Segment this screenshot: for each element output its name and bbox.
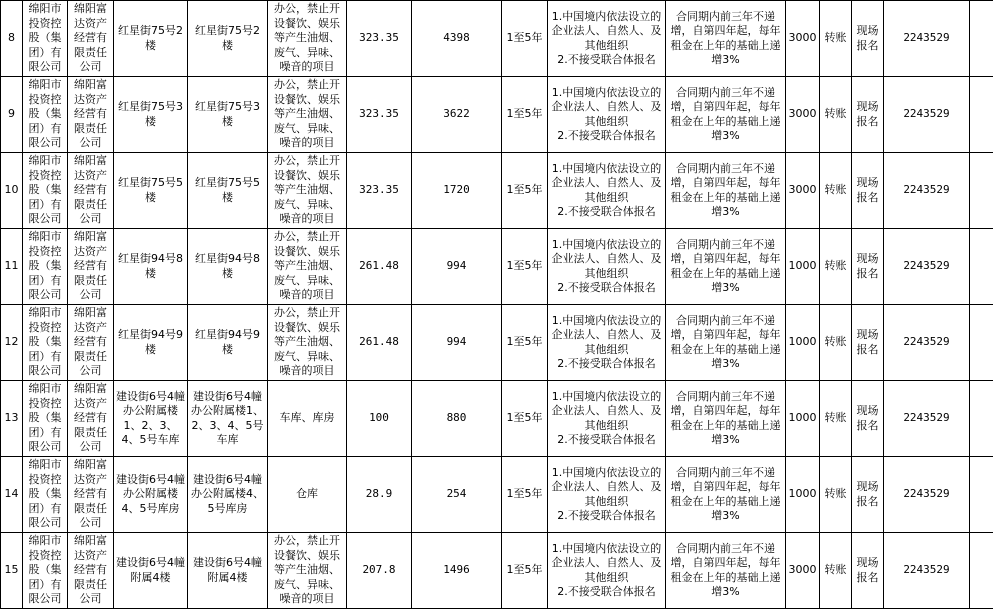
cell-seq[interactable]: 13 — [1, 381, 23, 457]
cell-extra[interactable] — [970, 229, 993, 305]
condition-2: 2.不接受联合体报名 — [557, 205, 656, 218]
cell-asset[interactable]: 红星街75号3楼 — [188, 77, 268, 153]
cell-deposit[interactable]: 3000 — [786, 77, 820, 153]
condition-2: 2.不接受联合体报名 — [557, 281, 656, 294]
cell-seq[interactable]: 12 — [1, 305, 23, 381]
cell-payment[interactable]: 转账 — [820, 457, 852, 533]
cell-rent-terms[interactable]: 合同期内前三年不递增，自第四年起，每年租金在上年的基础上递增3% — [666, 1, 786, 77]
table-row — [1, 229, 993, 305]
cell-deposit[interactable]: 1000 — [786, 381, 820, 457]
cell-method[interactable]: 现场报名 — [852, 305, 884, 381]
condition-2: 2.不接受联合体报名 — [557, 433, 656, 446]
cell-phone[interactable]: 2243529 — [884, 381, 970, 457]
cell-owner[interactable]: 绵阳市投资控股（集团）有限公司 — [23, 1, 68, 77]
condition-1: 1.中国境内依法设立的企业法人、自然人、及其他组织 — [551, 389, 662, 432]
cell-deposit[interactable]: 1000 — [786, 457, 820, 533]
cell-area[interactable]: 323.35 — [347, 1, 412, 77]
condition-1: 1.中国境内依法设立的企业法人、自然人、及其他组织 — [551, 9, 662, 52]
cell-seq[interactable]: 14 — [1, 457, 23, 533]
cell-seq[interactable]: 10 — [1, 153, 23, 229]
cell-address[interactable]: 红星街75号5楼 — [114, 153, 188, 229]
cell-operator[interactable]: 绵阳富达资产经营有限责任公司 — [68, 381, 114, 457]
cell-method[interactable]: 现场报名 — [852, 457, 884, 533]
cell-phone[interactable]: 2243529 — [884, 229, 970, 305]
cell-payment[interactable]: 转账 — [820, 533, 852, 609]
cell-address[interactable]: 红星街94号9楼 — [114, 305, 188, 381]
cell-owner[interactable]: 绵阳市投资控股（集团）有限公司 — [23, 533, 68, 609]
cell-rent-terms[interactable]: 合同期内前三年不递增，自第四年起，每年租金在上年的基础上递增3% — [666, 153, 786, 229]
cell-phone[interactable]: 2243529 — [884, 153, 970, 229]
cell-phone[interactable]: 2243529 — [884, 533, 970, 609]
cell-term[interactable]: 1至5年 — [502, 381, 548, 457]
cell-extra[interactable] — [970, 533, 993, 609]
cell-phone[interactable]: 2243529 — [884, 1, 970, 77]
cell-extra[interactable] — [970, 305, 993, 381]
cell-operator[interactable]: 绵阳富达资产经营有限责任公司 — [68, 153, 114, 229]
cell-term[interactable]: 1至5年 — [502, 305, 548, 381]
cell-price[interactable]: 254 — [412, 457, 502, 533]
condition-2: 2.不接受联合体报名 — [557, 509, 656, 522]
cell-asset[interactable]: 建设街6号4幢办公附属楼1、2、3、4、5号车库 — [188, 381, 268, 457]
cell-area[interactable]: 207.8 — [347, 533, 412, 609]
cell-conditions[interactable] — [548, 1, 666, 77]
cell-price[interactable]: 994 — [412, 229, 502, 305]
cell-operator[interactable]: 绵阳富达资产经营有限责任公司 — [68, 1, 114, 77]
cell-price[interactable]: 1720 — [412, 153, 502, 229]
cell-payment[interactable]: 转账 — [820, 229, 852, 305]
condition-1: 1.中国境内依法设立的企业法人、自然人、及其他组织 — [551, 541, 662, 584]
cell-operator[interactable]: 绵阳富达资产经营有限责任公司 — [68, 457, 114, 533]
condition-1: 1.中国境内依法设立的企业法人、自然人、及其他组织 — [551, 85, 662, 128]
cell-owner[interactable]: 绵阳市投资控股（集团）有限公司 — [23, 77, 68, 153]
table-row — [1, 533, 993, 609]
cell-seq[interactable]: 8 — [1, 1, 23, 77]
cell-payment[interactable]: 转账 — [820, 381, 852, 457]
cell-method[interactable]: 现场报名 — [852, 1, 884, 77]
cell-conditions[interactable] — [548, 229, 666, 305]
cell-deposit[interactable]: 3000 — [786, 153, 820, 229]
cell-term[interactable]: 1至5年 — [502, 77, 548, 153]
cell-operator[interactable]: 绵阳富达资产经营有限责任公司 — [68, 533, 114, 609]
cell-extra[interactable] — [970, 457, 993, 533]
cell-price[interactable]: 880 — [412, 381, 502, 457]
cell-area[interactable]: 323.35 — [347, 153, 412, 229]
cell-term[interactable]: 1至5年 — [502, 229, 548, 305]
cell-asset[interactable]: 红星街94号8楼 — [188, 229, 268, 305]
cell-rent-terms[interactable]: 合同期内前三年不递增，自第四年起，每年租金在上年的基础上递增3% — [666, 533, 786, 609]
cell-asset[interactable]: 红星街75号2楼 — [188, 1, 268, 77]
table-row — [1, 1, 993, 77]
cell-area[interactable]: 261.48 — [347, 305, 412, 381]
cell-use[interactable]: 车库、库房 — [268, 381, 347, 457]
cell-method[interactable]: 现场报名 — [852, 533, 884, 609]
cell-area[interactable]: 28.9 — [347, 457, 412, 533]
table-row — [1, 381, 993, 457]
table-row — [1, 77, 993, 153]
cell-price[interactable]: 3622 — [412, 77, 502, 153]
cell-deposit[interactable]: 1000 — [786, 305, 820, 381]
cell-payment[interactable]: 转账 — [820, 1, 852, 77]
cell-extra[interactable] — [970, 381, 993, 457]
cell-payment[interactable]: 转账 — [820, 305, 852, 381]
cell-method[interactable]: 现场报名 — [852, 381, 884, 457]
cell-address[interactable]: 红星街94号8楼 — [114, 229, 188, 305]
cell-owner[interactable]: 绵阳市投资控股（集团）有限公司 — [23, 457, 68, 533]
cell-rent-terms[interactable]: 合同期内前三年不递增，自第四年起，每年租金在上年的基础上递增3% — [666, 305, 786, 381]
table-row — [1, 153, 993, 229]
cell-address[interactable]: 红星街75号3楼 — [114, 77, 188, 153]
cell-price[interactable]: 1496 — [412, 533, 502, 609]
cell-area[interactable]: 261.48 — [347, 229, 412, 305]
cell-conditions[interactable] — [548, 305, 666, 381]
condition-1: 1.中国境内依法设立的企业法人、自然人、及其他组织 — [551, 161, 662, 204]
cell-rent-terms[interactable]: 合同期内前三年不递增，自第四年起，每年租金在上年的基础上递增3% — [666, 229, 786, 305]
cell-use[interactable]: 办公，禁止开设餐饮、娱乐等产生油烟、废气、异味、噪音的项目 — [268, 305, 347, 381]
cell-rent-terms[interactable]: 合同期内前三年不递增，自第四年起，每年租金在上年的基础上递增3% — [666, 381, 786, 457]
cell-term[interactable]: 1至5年 — [502, 153, 548, 229]
cell-owner[interactable]: 绵阳市投资控股（集团）有限公司 — [23, 381, 68, 457]
condition-1: 1.中国境内依法设立的企业法人、自然人、及其他组织 — [551, 313, 662, 356]
cell-address[interactable]: 建设街6号4幢附属4楼 — [114, 533, 188, 609]
cell-address[interactable]: 红星街75号2楼 — [114, 1, 188, 77]
cell-use[interactable]: 办公，禁止开设餐饮、娱乐等产生油烟、废气、异味、噪音的项目 — [268, 229, 347, 305]
cell-deposit[interactable]: 3000 — [786, 1, 820, 77]
cell-owner[interactable]: 绵阳市投资控股（集团）有限公司 — [23, 153, 68, 229]
cell-term[interactable]: 1至5年 — [502, 1, 548, 77]
cell-conditions[interactable] — [548, 533, 666, 609]
cell-seq[interactable]: 15 — [1, 533, 23, 609]
cell-price[interactable]: 4398 — [412, 1, 502, 77]
cell-price[interactable]: 994 — [412, 305, 502, 381]
cell-operator[interactable]: 绵阳富达资产经营有限责任公司 — [68, 229, 114, 305]
cell-extra[interactable] — [970, 1, 993, 77]
cell-use[interactable]: 办公，禁止开设餐饮、娱乐等产生油烟、废气、异味、噪音的项目 — [268, 153, 347, 229]
cell-address[interactable]: 建设街6号4幢办公附属楼1、2、3、4、5号车库 — [114, 381, 188, 457]
cell-method[interactable]: 现场报名 — [852, 153, 884, 229]
table-row — [1, 457, 993, 533]
cell-phone[interactable]: 2243529 — [884, 305, 970, 381]
table-row — [1, 305, 993, 381]
cell-seq[interactable]: 11 — [1, 229, 23, 305]
cell-phone[interactable]: 2243529 — [884, 457, 970, 533]
cell-deposit[interactable]: 3000 — [786, 533, 820, 609]
condition-2: 2.不接受联合体报名 — [557, 129, 656, 142]
cell-asset[interactable]: 建设街6号4幢办公附属楼4、5号库房 — [188, 457, 268, 533]
cell-use[interactable]: 仓库 — [268, 457, 347, 533]
cell-asset[interactable]: 建设街6号4幢附属4楼 — [188, 533, 268, 609]
condition-1: 1.中国境内依法设立的企业法人、自然人、及其他组织 — [551, 465, 662, 508]
cell-operator[interactable]: 绵阳富达资产经营有限责任公司 — [68, 77, 114, 153]
cell-method[interactable]: 现场报名 — [852, 77, 884, 153]
cell-address[interactable]: 建设街6号4幢办公附属楼4、5号库房 — [114, 457, 188, 533]
cell-payment[interactable]: 转账 — [820, 153, 852, 229]
cell-rent-terms[interactable]: 合同期内前三年不递增，自第四年起，每年租金在上年的基础上递增3% — [666, 457, 786, 533]
cell-method[interactable]: 现场报名 — [852, 229, 884, 305]
cell-phone[interactable]: 2243529 — [884, 77, 970, 153]
cell-extra[interactable] — [970, 77, 993, 153]
cell-conditions[interactable] — [548, 457, 666, 533]
table-body — [1, 1, 993, 609]
cell-use[interactable]: 办公，禁止开设餐饮、娱乐等产生油烟、废气、异味、噪音的项目 — [268, 1, 347, 77]
cell-seq[interactable]: 9 — [1, 77, 23, 153]
cell-owner[interactable]: 绵阳市投资控股（集团）有限公司 — [23, 305, 68, 381]
condition-1: 1.中国境内依法设立的企业法人、自然人、及其他组织 — [551, 237, 662, 280]
cell-use[interactable]: 办公，禁止开设餐饮、娱乐等产生油烟、废气、异味、噪音的项目 — [268, 533, 347, 609]
cell-asset[interactable]: 红星街94号9楼 — [188, 305, 268, 381]
condition-2: 2.不接受联合体报名 — [557, 585, 656, 598]
cell-conditions[interactable] — [548, 153, 666, 229]
cell-area[interactable]: 323.35 — [347, 77, 412, 153]
cell-term[interactable]: 1至5年 — [502, 457, 548, 533]
cell-operator[interactable]: 绵阳富达资产经营有限责任公司 — [68, 305, 114, 381]
cell-area[interactable]: 100 — [347, 381, 412, 457]
condition-2: 2.不接受联合体报名 — [557, 357, 656, 370]
condition-2: 2.不接受联合体报名 — [557, 53, 656, 66]
cell-term[interactable]: 1至5年 — [502, 533, 548, 609]
cell-conditions[interactable] — [548, 77, 666, 153]
cell-extra[interactable] — [970, 153, 993, 229]
cell-use[interactable]: 办公，禁止开设餐饮、娱乐等产生油烟、废气、异味、噪音的项目 — [268, 77, 347, 153]
cell-deposit[interactable]: 1000 — [786, 229, 820, 305]
cell-payment[interactable]: 转账 — [820, 77, 852, 153]
cell-asset[interactable]: 红星街75号5楼 — [188, 153, 268, 229]
cell-conditions[interactable] — [548, 381, 666, 457]
cell-owner[interactable]: 绵阳市投资控股（集团）有限公司 — [23, 229, 68, 305]
cell-rent-terms[interactable]: 合同期内前三年不递增，自第四年起，每年租金在上年的基础上递增3% — [666, 77, 786, 153]
